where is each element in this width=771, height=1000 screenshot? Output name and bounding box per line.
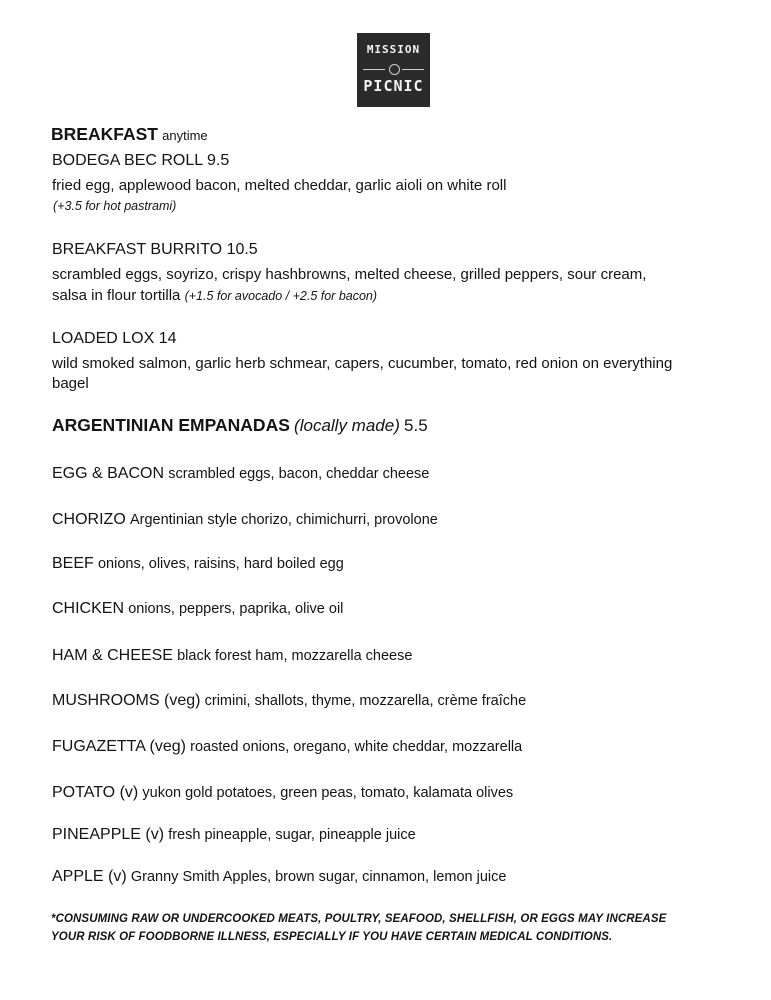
empanada-description: yukon gold potatoes, green peas, tomato, kalamata olives (142, 785, 514, 801)
menu-item-description: wild smoked salmon, garlic herb schmear, capers, cucumber, tomato, red onion on everything (52, 355, 673, 372)
empanadas-heading: ARGENTINIAN EMPANADAS (52, 415, 290, 435)
logo-line-2: PICNIC (363, 77, 424, 95)
empanada-item (52, 692, 526, 710)
empanada-description: crimini, shallots, thyme, mozzarella, crème fraîche (204, 693, 527, 709)
empanada-description: black forest ham, mozzarella cheese (177, 648, 413, 664)
empanada-description: Argentinian style chorizo, chimichurri, provolone (129, 512, 438, 528)
empanada-description: onions, peppers, paprika, olive oil (128, 601, 344, 617)
empanada-description: scrambled eggs, bacon, cheddar cheese (168, 466, 430, 482)
empanada-name: CHICKEN (52, 600, 125, 617)
empanadas-qualifier: (locally made) (294, 416, 400, 435)
menu-item-note: (+3.5 for hot pastrami) (53, 199, 177, 213)
empanada-item (52, 555, 344, 573)
empanada-item (52, 511, 438, 529)
menu-item-note: (+1.5 for avocado / +2.5 for bacon) (184, 289, 378, 303)
empanada-item (52, 738, 522, 756)
menu-item-name: BODEGA BEC ROLL 9.5 (52, 152, 230, 169)
menu-item-name: LOADED LOX 14 (52, 330, 177, 347)
empanada-item (52, 868, 506, 886)
empanada-name: HAM & CHEESE (52, 647, 173, 664)
empanada-name: MUSHROOMS (veg) (52, 692, 201, 709)
empanada-name: BEEF (52, 555, 94, 572)
empanada-name: APPLE (v) (52, 868, 127, 885)
empanada-description: Granny Smith Apples, brown sugar, cinnamon, lemon juice (130, 869, 507, 885)
empanada-item (52, 784, 513, 802)
empanada-name: PINEAPPLE (v) (52, 826, 165, 843)
empanada-name: EGG & BACON (52, 465, 165, 482)
breakfast-heading: BREAKFAST (51, 124, 158, 144)
disclaimer-line-2: YOUR RISK OF FOODBORNE ILLNESS, ESPECIALLY IF YOU HAVE CERTAIN MEDICAL CONDITIONS. (51, 931, 613, 943)
empanada-description: roasted onions, oregano, white cheddar, mozzarella (190, 739, 523, 755)
empanada-name: CHORIZO (52, 511, 126, 528)
menu-item-description-cont (52, 287, 377, 304)
empanadas-heading-row (52, 415, 428, 436)
empanada-item (52, 600, 343, 618)
empanada-name: POTATO (v) (52, 784, 139, 801)
disclaimer-line-1: *CONSUMING RAW OR UNDERCOOKED MEATS, POULTRY, SEAFOOD, SHELLFISH, OR EGGS MAY INCREASE (51, 913, 667, 925)
empanada-name: FUGAZETTA (veg) (52, 738, 186, 755)
empanada-item (52, 465, 429, 483)
breakfast-heading-row (51, 124, 208, 145)
menu-item-description: scrambled eggs, soyrizo, crispy hashbrowns, melted cheese, grilled peppers, sour cream, (52, 266, 647, 283)
mission-picnic-logo (357, 33, 430, 107)
logo-divider (363, 63, 424, 75)
empanada-description: fresh pineapple, sugar, pineapple juice (168, 827, 416, 843)
empanada-item (52, 647, 412, 665)
breakfast-subheading: anytime (162, 128, 208, 143)
empanada-item (52, 826, 416, 844)
menu-item-description: fried egg, applewood bacon, melted cheddar, garlic aioli on white roll (52, 177, 507, 194)
menu-item-description-line2: salsa in flour tortilla (52, 287, 181, 304)
logo-emblem-icon (389, 64, 400, 75)
logo-line-1: MISSION (366, 43, 421, 56)
menu-item-name: BREAKFAST BURRITO 10.5 (52, 241, 258, 258)
empanada-description: onions, olives, raisins, hard boiled egg (97, 556, 344, 572)
menu-item-description-line2: bagel (52, 375, 89, 392)
empanadas-price: 5.5 (404, 416, 428, 435)
